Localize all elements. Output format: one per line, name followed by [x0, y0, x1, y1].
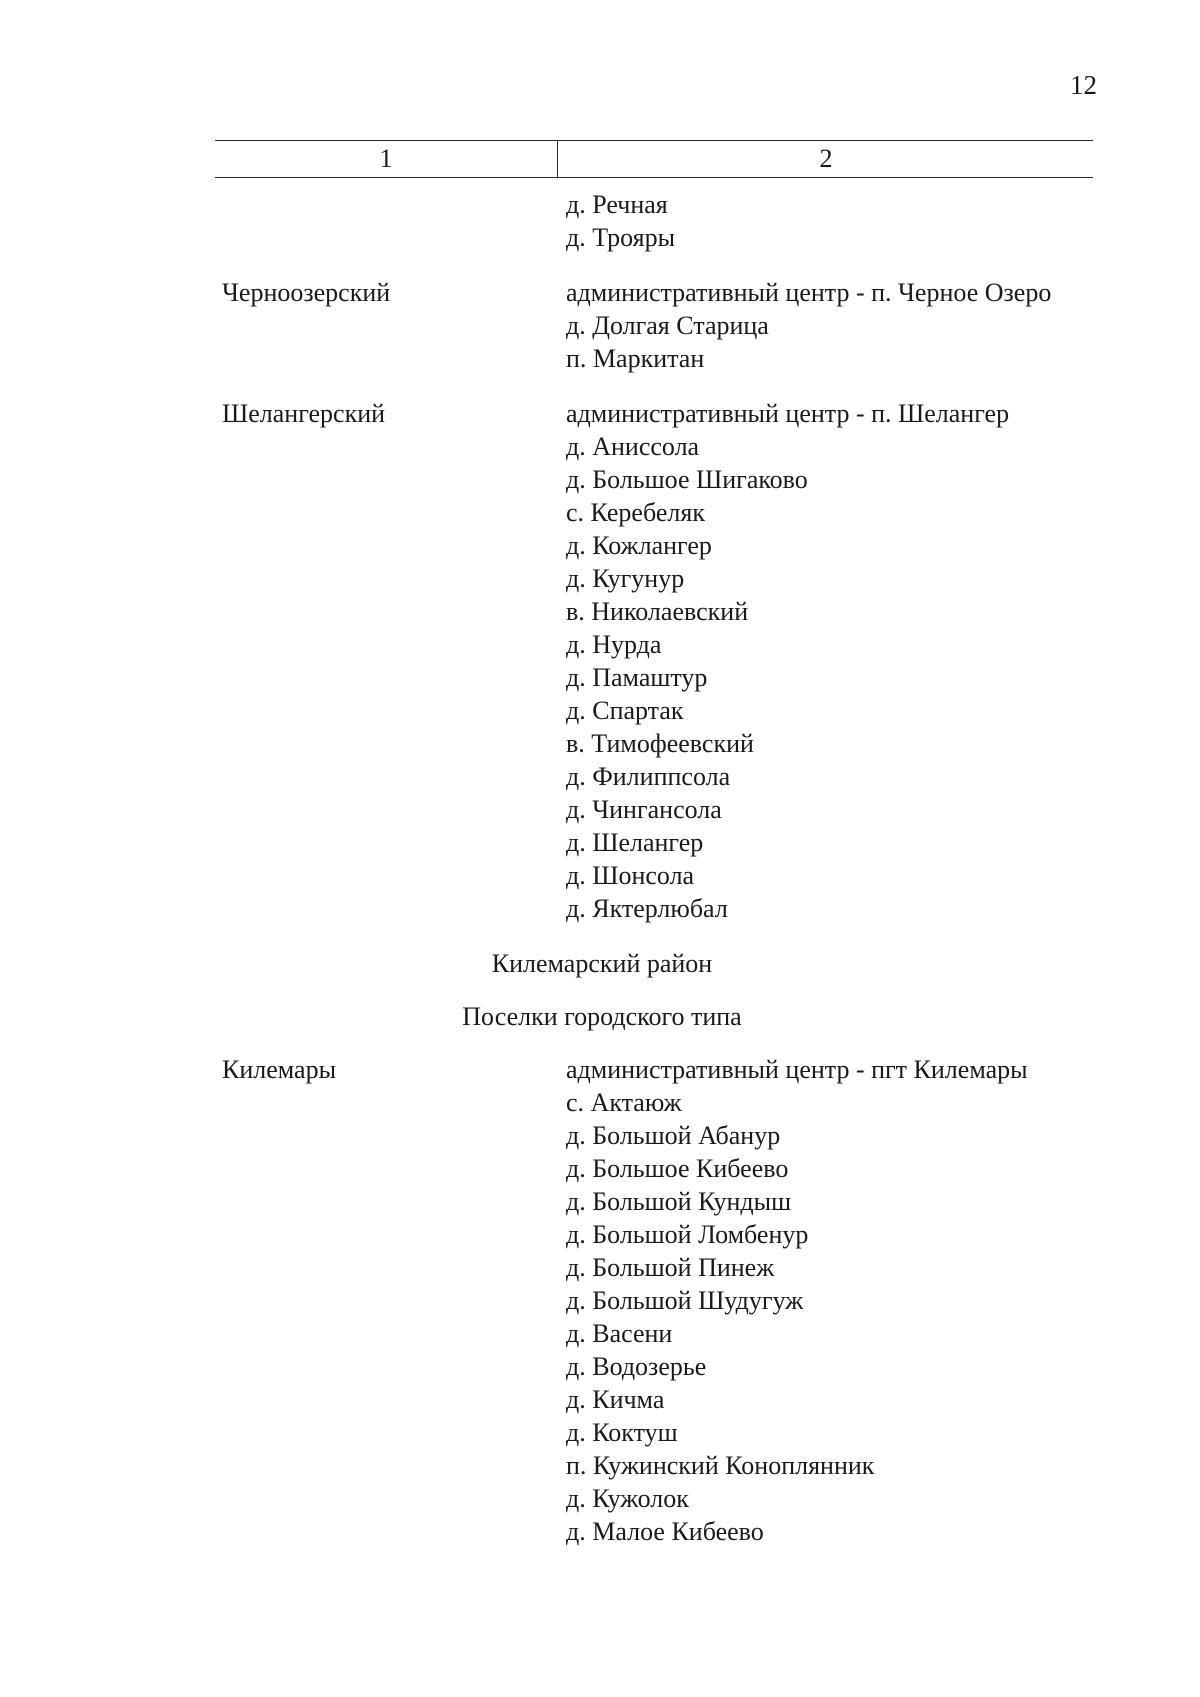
section-heading: Килемарский район [491, 949, 713, 978]
settlement-item: д. Чингансола [566, 795, 722, 824]
group-name: Шелангерский [222, 399, 386, 428]
settlement-item: д. Кугунур [566, 564, 685, 593]
settlement-group [0, 188, 1200, 254]
settlement-item: д. Кожлангер [566, 531, 712, 560]
section-heading: Поселки городского типа [462, 1002, 742, 1031]
settlement-group [0, 1053, 1200, 1548]
settlement-item: д. Кичма [566, 1385, 665, 1414]
settlement-item: д. Большой Пинеж [566, 1253, 775, 1282]
settlement-item: д. Филиппсола [566, 762, 731, 791]
settlement-list [566, 276, 1086, 375]
settlement-item: административный центр - п. Черное Озеро [566, 278, 1052, 307]
settlement-item: в. Тимофеевский [566, 729, 754, 758]
settlement-list [566, 188, 1086, 254]
group-name: Черноозерский [222, 278, 391, 307]
settlement-list [566, 397, 1086, 925]
settlement-item: д. Шонсола [566, 861, 695, 890]
settlement-item: д. Малое Кибеево [566, 1517, 764, 1546]
settlement-item: д. Трояры [566, 223, 676, 252]
settlement-item: д. Большой Шудугуж [566, 1286, 804, 1315]
settlement-item: д. Большой Кундыш [566, 1187, 792, 1216]
settlement-list [566, 1053, 1086, 1548]
settlement-item: административный центр - пгт Килемары [566, 1055, 1028, 1084]
settlement-item: п. Кужинский Коноплянник [566, 1451, 875, 1480]
settlement-item: д. Кужолок [566, 1484, 689, 1513]
settlement-item: с. Актаюж [566, 1088, 682, 1117]
settlement-item: д. Нурда [566, 630, 662, 659]
settlement-item: в. Николаевский [566, 597, 749, 626]
settlement-item: д. Большое Кибеево [566, 1154, 789, 1183]
settlement-group [0, 276, 1200, 375]
settlement-item: д. Долгая Старица [566, 311, 769, 340]
settlement-item: д. Шелангер [566, 828, 704, 857]
settlement-item: д. Большой Ломбенур [566, 1220, 809, 1249]
settlement-item: д. Яктерлюбал [566, 894, 728, 923]
settlement-group [0, 397, 1200, 925]
table-header-col1: 1 [379, 144, 393, 173]
table-header [215, 140, 1093, 178]
document-body [0, 188, 1200, 1570]
page-number: 12 [1070, 70, 1097, 100]
settlement-item: д. Коктуш [566, 1418, 678, 1447]
settlement-item: д. Васени [566, 1319, 673, 1348]
settlement-item: с. Керебеляк [566, 498, 705, 527]
settlement-item: д. Водозерье [566, 1352, 707, 1381]
group-name: Килемары [222, 1055, 337, 1084]
table-header-col2: 2 [557, 141, 1094, 177]
settlement-item: д. Аниссола [566, 432, 700, 461]
settlement-item: д. Большое Шигаково [566, 465, 808, 494]
settlement-item: д. Спартак [566, 696, 684, 725]
settlement-item: д. Большой Абанур [566, 1121, 781, 1150]
settlement-item: административный центр - п. Шелангер [566, 399, 1010, 428]
settlement-item: д. Речная [566, 190, 668, 219]
settlement-item: п. Маркитан [566, 344, 705, 373]
settlement-item: д. Памаштур [566, 663, 708, 692]
